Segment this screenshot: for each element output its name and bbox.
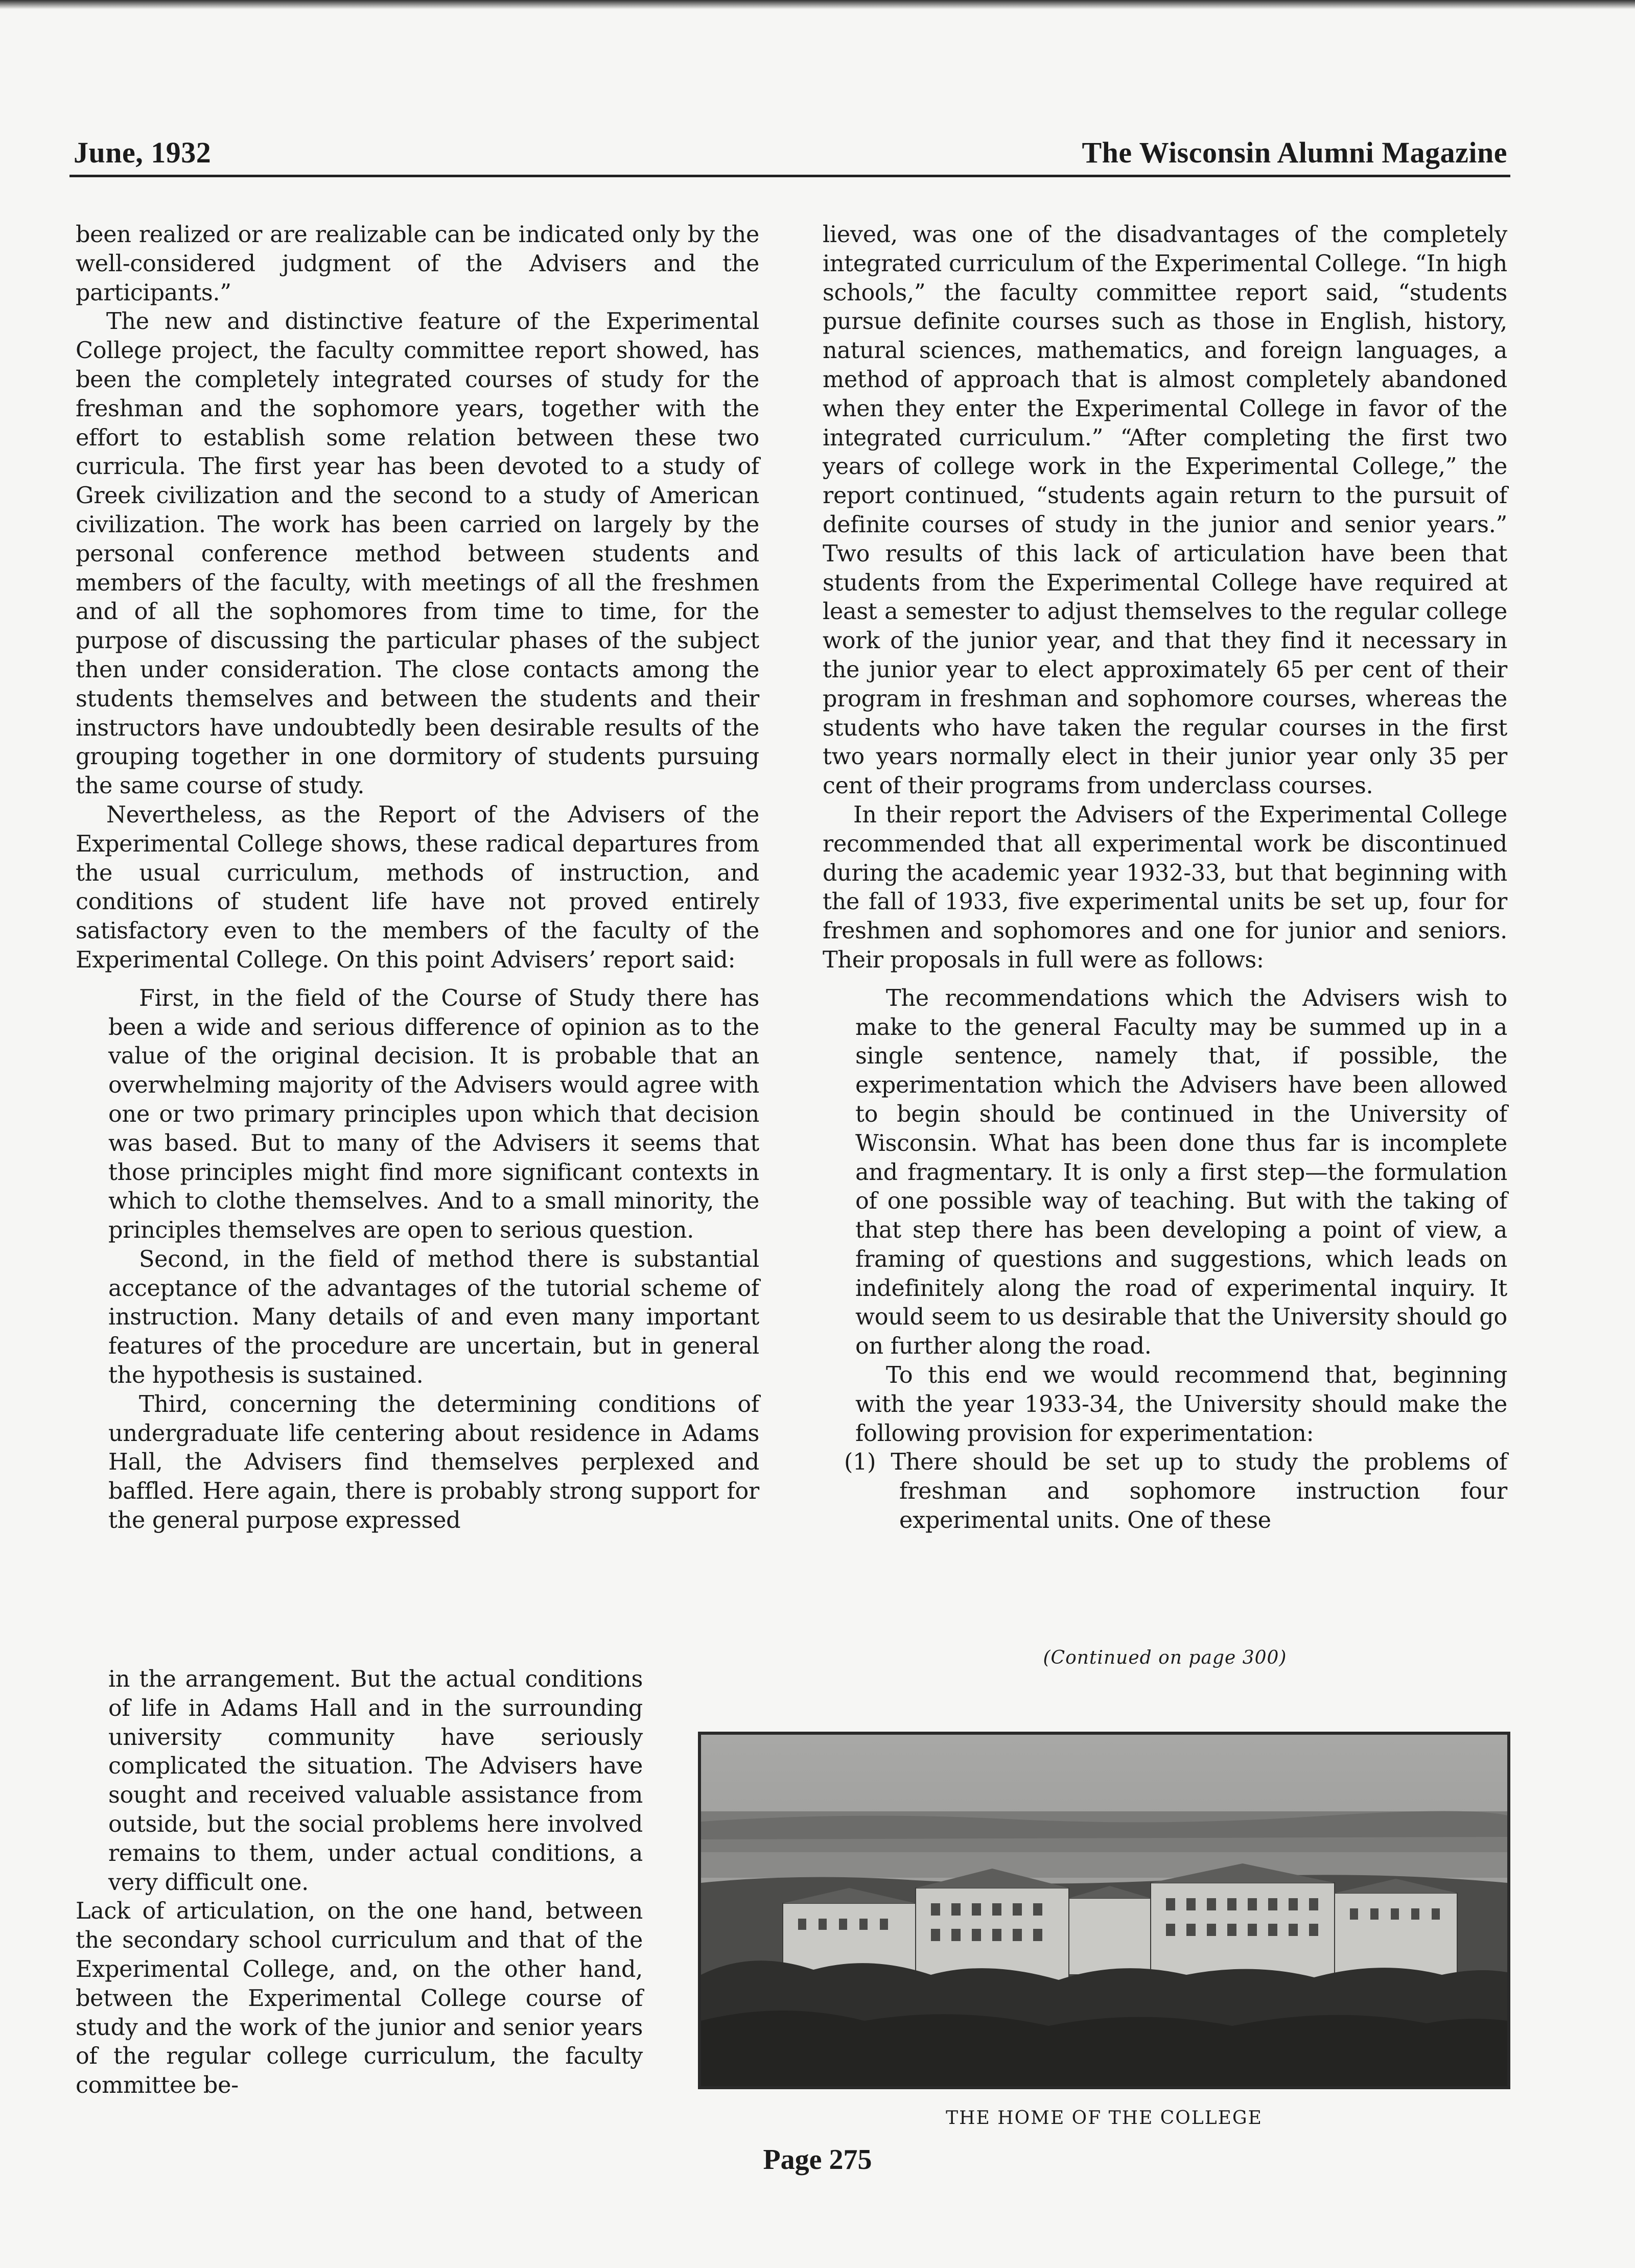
quoted-paragraph: To this end we would recommend that, beginning with the year 1933-34, the University should make the following provision for experimentation: <box>855 1362 1507 1447</box>
page-edge-shadow <box>0 0 1635 9</box>
college-photo <box>698 1732 1510 2089</box>
quoted-paragraph: The recommendations which the Advisers wish to make to the general Faculty may be summed up in a single sentence, namely that, if possible, the experimentation which the Advisers have been allowed to begin should be continued in the University of Wisconsin. What has been done thus far is incomplete and fragmentary. It is only a first step—the formulation of one possible way of teaching. But with the taking of that step there has been developing a point of view, a framing of questions and suggestions, which leads on indefinitely along the road of experimental inquiry. It would seem to us desirable that the University should go on further along the road. <box>855 985 1507 1360</box>
left-column <box>76 221 759 1535</box>
quoted-paragraph: Third, concerning the determining conditions of undergraduate life centering about residence in Adams Hall, the Advisers find themselves perplexed and baffled. Here again, there is probably strong support for the general purpose expressed <box>108 1391 759 1534</box>
paragraph: lieved, was one of the disadvantages of the completely integrated curriculum of the Experimental College. “In high schools,” the faculty committee report said, “students pursue definite courses such as those in English, history, natural sciences, mathematics, and foreign languages, a method of approach that is almost completely abandoned when they enter the Experimental College in favor of the integrated curriculum.” “After completing the first two years of college work in the Experimental College,” the report continued, “students again return to the pursuit of definite courses of study in the junior and senior years.” Two results of this lack of articulation have been that students from the Experimental College have required at least a semester to adjust themselves to the regular college work of the junior year, and that they find it necessary in the junior year to elect approximately 65 per cent of their program in freshman and sophomore courses, whereas the students who have taken the regular courses in the first two years normally elect in their junior year only 35 per cent of their programs from underclass courses. <box>823 222 1507 799</box>
magazine-title: The Wisconsin Alumni Magazine <box>1082 136 1507 169</box>
paragraph: Lack of articulation, on the one hand, between the secondary school curriculum and that of the Experimental College, and, on the other hand, between the Experimental College course of study and the work of the junior and senior years of the regular college curriculum, the faculty committee be- <box>76 1898 643 2099</box>
photo-caption: THE HOME OF THE COLLEGE <box>946 2108 1263 2129</box>
paragraph: The new and distinctive feature of the Experimental College project, the faculty committee report showed, has been the completely integrated courses of study for the freshman and the sophomore years, together with the effort to establish some relation between these two curricula. The first year has been devoted to a study of Greek civilization and the second to a study of American civilization. The work has been carried on largely by the personal conference method between students and members of the faculty, with meetings of all the freshmen and of all the sophomores from time to time, for the purpose of discussing the particular phases of the subject then under consideration. The close contacts among the students themselves and between the students and their instructors have undoubtedly been desirable results of the grouping together in one dormitory of students pursuing the same course of study. <box>76 309 759 799</box>
numbered-list-item <box>844 1448 1507 1535</box>
continued-note: (Continued on page 300) <box>1043 1647 1287 1668</box>
college-photo-illustration <box>701 1735 1507 2086</box>
page-number: Page 275 <box>763 2144 872 2176</box>
quoted-paragraph: Second, in the field of method there is substantial acceptance of the advantages of the tutorial scheme of instruction. Many details of and even many important features of the procedure are uncertain, but in general the hypothesis is sustained. <box>108 1246 759 1389</box>
paragraph: been realized or are realizable can be indicated only by the well-considered judgment of the Advisers and the participants.” <box>76 222 759 306</box>
right-column <box>823 221 1507 1535</box>
list-text: There should be set up to study the problems of freshman and sophomore instruction four experimental units. One of these <box>891 1449 1507 1534</box>
paragraph: Nevertheless, as the Report of the Advisers of the Experimental College shows, these radical departures from the usual curriculum, methods of instruction, and conditions of student life have not proved entirely satisfactory even to the members of the faculty of the Experimental College. On this point Advisers’ report said: <box>76 801 759 973</box>
issue-date: June, 1932 <box>74 136 212 169</box>
list-number: (1) <box>844 1449 876 1476</box>
running-header <box>69 134 1510 177</box>
paragraph: In their report the Advisers of the Experimental College recommended that all experimental work be discontinued during the academic year 1932-33, but that beginning with the fall of 1933, five experimental units be set up, four for freshmen and sophomores and one for junior and seniors. Their proposals in full were as follows: <box>823 801 1507 973</box>
left-column-lower <box>76 1665 643 2100</box>
quoted-paragraph: in the arrangement. But the actual conditions of life in Adams Hall and in the surrounding university community have seriously complicated the situation. The Advisers have sought and received valuable assistance from outside, but the social problems here involved remains to them, under actual conditions, a very difficult one. <box>108 1666 643 1896</box>
quoted-paragraph: First, in the field of the Course of Study there has been a wide and serious difference of opinion as to the value of the original decision. It is probable that an overwhelming majority of the Advisers would agree with one or two primary principles upon which that decision was based. But to many of the Advisers it seems that those principles might find more significant contexts in which to clothe themselves. And to a small minority, the principles themselves are open to serious question. <box>108 985 759 1244</box>
